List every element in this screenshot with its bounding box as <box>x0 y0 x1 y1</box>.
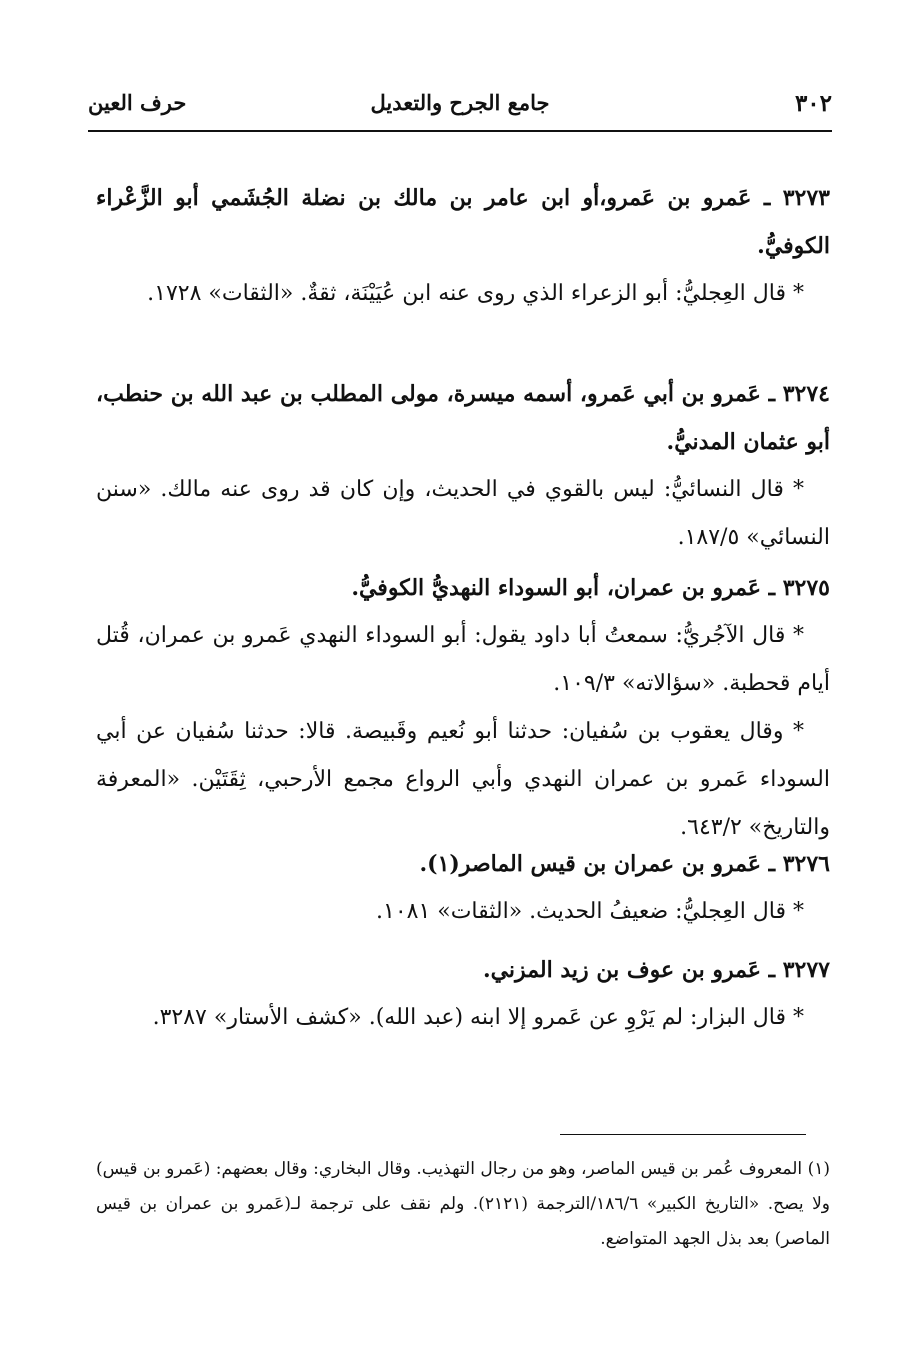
section-title: حرف العين <box>88 90 187 115</box>
entry-quote: * وقال يعقوب بن سُفيان: حدثنا أبو نُعيم وقَبيصة. قالا: حدثنا سُفيان عن أبي السوداء عَمرو بن عمران النهدي وأبي الرواع مجمع الأرحبي، ثِقَتَيْن. «المعرفة والتاريخ» ٦٤٣/٢. <box>96 719 830 840</box>
page-header <box>88 90 832 126</box>
footnote-text: (١) المعروف عُمر بن قيس الماصر، وهو من رجال التهذيب. وقال البخاري: وقال بعضهم: (عَمرو بن قيس) ولا يصح. «التاريخ الكبير» ١٨٦/٦/الترجمة (٢١٢١). ولم نقف على ترجمة لـ(عَمرو بن عمران بن قيس الماصر) بعد بذل الجهد المتواضع. <box>96 1159 831 1249</box>
entry-quote: * قال العِجليُّ: أبو الزعراء الذي روى عنه ابن عُيَيْنَة، ثقةٌ. «الثقات» ١٧٢٨. <box>147 281 804 306</box>
entry-3274 <box>96 370 830 562</box>
entry-quote: * قال البزار: لم يَرْوِ عن عَمرو إلا ابنه (عبد الله). «كشف الأستار» ٣٢٨٧. <box>152 1005 804 1030</box>
entry-3276 <box>96 840 830 936</box>
entry-title: ٣٢٧٣ ـ عَمرو بن عَمرو،أو ابن عامر بن مالك بن نضلة الجُشَمي أبو الزَّعْراء الكوفيُّ. <box>96 185 830 259</box>
header-rule <box>88 130 832 132</box>
entry-title: ٣٢٧٧ ـ عَمرو بن عوف بن زيد المزني. <box>482 957 830 983</box>
entry-title: ٣٢٧٤ ـ عَمرو بن أبي عَمرو، أسمه ميسرة، مولى المطلب بن عبد الله بن حنطب، أبو عثمان المدنيُّ. <box>96 381 830 455</box>
footnote <box>96 1152 830 1257</box>
entry-title: ٣٢٧٦ ـ عَمرو بن عمران بن قيس الماصر(١). <box>419 851 830 877</box>
footnote-rule <box>560 1134 806 1135</box>
entry-title: ٣٢٧٥ ـ عَمرو بن عمران، أبو السوداء النهديُّ الكوفيُّ. <box>351 575 830 601</box>
entry-quote: * قال العِجليُّ: ضعيفُ الحديث. «الثقات» ١٠٨١. <box>376 899 804 924</box>
entry-quote: * قال الآجُريُّ: سمعتُ أبا داود يقول: أبو السوداء النهدي عَمرو بن عمران، قُتل أيام قحطبة. «سؤالاته» ١٠٩/٣. <box>96 623 830 696</box>
entry-3273 <box>96 174 830 318</box>
entry-3277 <box>96 946 830 1042</box>
running-title: جامع الجرح والتعديل <box>370 90 550 115</box>
entry-3275 <box>96 564 830 852</box>
entry-quote: * قال النسائيُّ: ليس بالقوي في الحديث، وإن كان قد روى عنه مالك. «سنن النسائي» ١٨٧/٥. <box>96 477 830 550</box>
page-number: ٣٠٢ <box>794 90 832 117</box>
